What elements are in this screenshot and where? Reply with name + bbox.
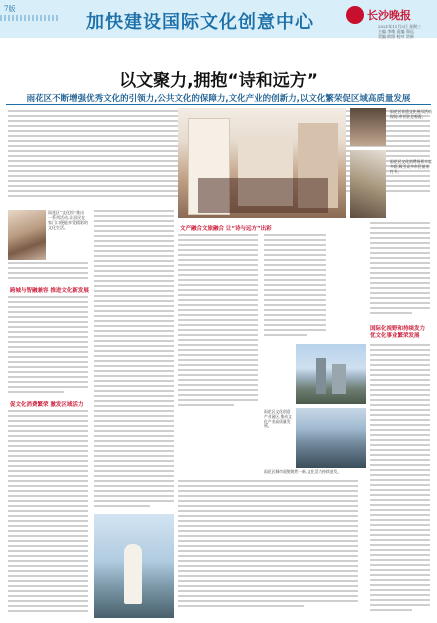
middle-left-column-text: [94, 210, 174, 510]
right-column-text-2: [370, 344, 430, 616]
left-photo-caption: 雨花区“文化馆”推出一系列活动,让居民在家门口便能享受精彩的文化生活。: [48, 210, 88, 230]
main-photo-bookstore: [178, 108, 346, 218]
tower-building: [316, 358, 326, 394]
meta-line: 美编 欧阳 校对 贺新: [378, 34, 414, 39]
performer-figure: [124, 544, 142, 604]
meta-line: 主编 李维 责编 郑远: [378, 29, 414, 34]
sub-headline: 雨花区不断增强优秀文化的引领力,公共文化的保障力,文化产业的创新力,以文化繁荣促区域高质量发展: [26, 94, 411, 104]
crowd-figures: [198, 178, 328, 213]
newspaper-name: 长沙晚报: [367, 9, 411, 22]
section-heading-right: 国际化视野和持续发力 优文化事业繁荣发展: [370, 326, 426, 339]
page-number: 7版: [4, 5, 16, 13]
header-stripe: [0, 15, 60, 21]
left-column-text: [8, 296, 88, 396]
right-photo-caption-2: 雨花区文化消费场景丰富多彩,吸引众多市民前来打卡。: [390, 159, 432, 174]
right-photo-caption-1: 雨花区非遗文化展示活动现场,市民驻足观看。: [390, 109, 432, 119]
left-photo: [8, 210, 46, 260]
issue-meta: [378, 24, 434, 39]
headline-rule: [6, 104, 431, 105]
page-title: 加快建设国际文化创意中心: [86, 12, 314, 33]
aerial-caption-1: 雨花区文化创意产业园区,推动文化产业高质量发展。: [264, 409, 292, 429]
center-column-text-1: [178, 234, 258, 414]
section-heading-center: 文产融合文旅融合 让“诗与远方”出彩: [180, 226, 272, 232]
page-header: [0, 0, 437, 38]
right-photo-1: [350, 108, 386, 146]
main-headline: 以文聚力,拥抱“诗和远方”: [119, 71, 318, 91]
right-column-text-1: [370, 222, 430, 322]
aerial-photo-1: [296, 344, 366, 404]
section-heading: 促文化消费繁荣 激发区域活力: [10, 402, 84, 408]
bottom-center-text: [178, 480, 358, 615]
right-photo-2: [350, 150, 386, 218]
center-column-text-2: [264, 234, 326, 344]
left-text-block: [8, 262, 88, 284]
aerial-photo-2: [296, 408, 366, 468]
left-column-text-2: [8, 410, 88, 615]
tower-building: [332, 364, 346, 394]
meta-line: 2021年11月3日 星期三: [378, 24, 422, 29]
newspaper-logo-icon: [346, 6, 364, 24]
aerial-caption-2: 雨花区城市面貌焕然一新,文化活力持续迸发。: [264, 469, 342, 474]
section-heading: 跨城与智融兼容 推进文化新发展: [10, 288, 89, 294]
stage-performance-photo: [94, 514, 174, 618]
